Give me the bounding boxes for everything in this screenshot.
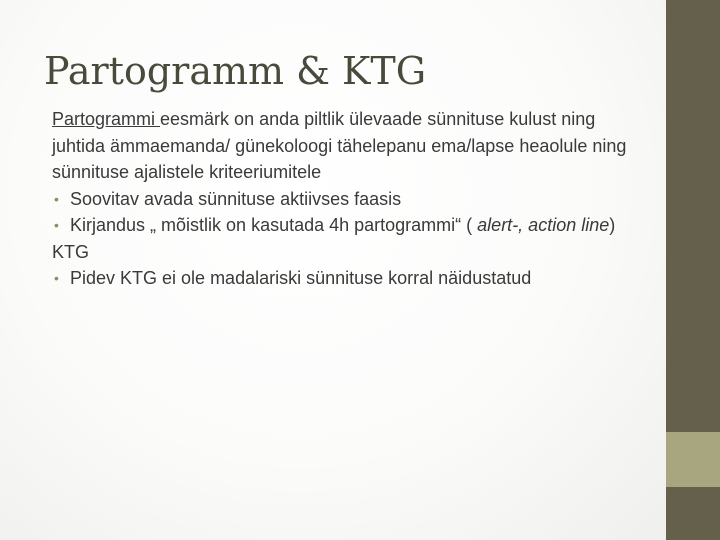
ktg-heading: KTG — [52, 241, 90, 262]
bullet-icon: • — [54, 217, 59, 233]
bullet-item-pidev-ktg — [52, 265, 652, 292]
intro-paragraph — [52, 106, 652, 186]
literature-prefix: Kirjandus „ mõistlik on kasutada 4h partogrammi“ ( — [70, 215, 478, 235]
intro-text: eesmärk on anda piltlik ülevaade sünnituse kulust ning juhtida ämmaemanda/ günekoloogi tähelepanu ema/lapse heaolule ning sünnituse ajalistele kriteeriumitele — [52, 109, 627, 182]
bullet-item-soovitav — [52, 186, 652, 213]
literature-suffix: ) — [609, 215, 616, 235]
sidebar-bottom-bar — [666, 487, 720, 540]
bullet-icon: • — [54, 270, 59, 286]
literature-italic: alert-, action line — [477, 215, 610, 235]
bullet-icon: • — [54, 190, 59, 207]
slide-title: Partogramm & KTG — [44, 49, 427, 93]
slide-content — [52, 106, 652, 292]
bullet-item-kirjandus — [52, 212, 652, 239]
sidebar-light-bar — [666, 432, 720, 487]
bullet-text: Pidev KTG ei ole madalariski sünnituse korral näidustatud — [70, 268, 532, 288]
sidebar-dark-bar — [666, 0, 720, 432]
intro-lead-term: Partogrammi — [52, 109, 161, 129]
bullet-text: Soovitav avada sünnituse aktiivses faasis — [70, 188, 402, 209]
